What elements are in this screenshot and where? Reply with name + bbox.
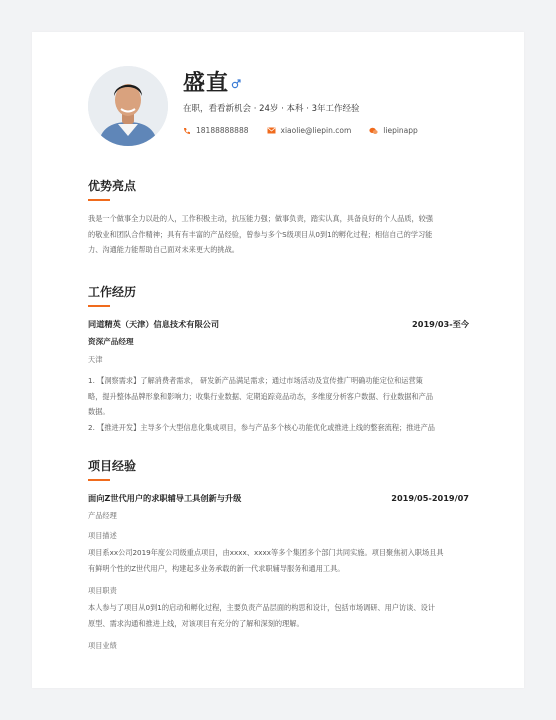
section-title-project: 项目经验 [88, 459, 137, 473]
chat-id: liepinapp [383, 126, 418, 135]
work-description [88, 373, 469, 435]
contact-chat [369, 126, 418, 135]
section-project-experience [88, 458, 469, 653]
project-duty-line: 原型、需求沟通和推进上线，对该项目有充分的了解和深刻的理解。 [88, 618, 304, 628]
email-address: xiaolie@liepin.com [280, 126, 352, 135]
project-name: 面向Z世代用户的求职辅导工具创新与升级 [88, 493, 242, 503]
work-period: 2019/03-至今 [412, 319, 469, 329]
work-line: 2. 【推进开发】主导多个大型信息化集成项目，参与产品多个核心功能优化或推进上线的整套流程；推进产品 [88, 422, 435, 432]
project-name-row [88, 491, 469, 505]
contact-list [183, 126, 436, 135]
project-duty-line: 本人参与了项目从0到1的启动和孵化过程，主要负责产品层面的构思和设计，包括市场调研、用户访谈、设计 [88, 603, 435, 612]
work-line: 1. 【洞察需求】了解消费者需求， 研发新产品满足需求；通过市场活动及宣传推广明确功能定位和运营策 [88, 376, 423, 385]
avatar [88, 66, 168, 146]
project-role: 产品经理 [88, 511, 117, 520]
section-underline [88, 199, 110, 201]
resume-page [32, 32, 524, 688]
section-advantages [88, 178, 469, 258]
project-desc-label: 项目描述 [88, 531, 117, 540]
avatar-portrait-icon [88, 66, 168, 146]
advantages-line: 的敬业和团队合作精神；具有有丰富的产品经验，曾参与多个S级项目从0到1的孵化过程；相信自己的学习能 [88, 229, 433, 239]
mail-icon [267, 127, 276, 134]
work-company-row [88, 317, 469, 331]
work-line: 数据。 [88, 407, 110, 416]
contact-phone [183, 126, 249, 135]
candidate-name: 盛直 [183, 71, 230, 96]
advantages-line: 力、沟通能力能帮助自己面对未来更大的挑战。 [88, 245, 239, 254]
male-gender-icon [231, 79, 241, 89]
work-company: 同道精英（天津）信息技术有限公司 [88, 319, 220, 329]
resume-header [88, 66, 488, 146]
section-underline [88, 305, 110, 307]
project-desc-line: 项目系xx公司2019年度公司级重点项目，由xxxx、xxxx等多个集团多个部门共同实施。项目聚焦初入职场且具 [88, 548, 444, 557]
project-description [88, 545, 469, 576]
project-period: 2019/05-2019/07 [391, 493, 469, 503]
phone-number: 18188888888 [196, 126, 249, 135]
section-underline [88, 479, 110, 481]
advantages-text [88, 211, 469, 258]
work-role: 资深产品经理 [88, 337, 134, 346]
section-work-experience [88, 284, 469, 435]
contact-email [267, 126, 352, 135]
work-line: 略，提升整体品牌形象和影响力；收集行业数据、定期追踪竞品动态，多维度分析客户数据、行业数据和产品 [88, 391, 434, 401]
section-title-advantages: 优势亮点 [88, 179, 137, 193]
candidate-status-line: 在职，看看新机会 · 24岁 · 本科 · 3年工作经验 [183, 104, 360, 114]
project-result-label: 项目业绩 [88, 641, 117, 650]
project-desc-line: 有鲜明个性的Z世代用户，构建起多业务承载的新一代求职辅导服务和通用工具。 [88, 563, 345, 573]
project-duty-label: 项目职责 [88, 586, 117, 595]
section-title-work: 工作经历 [88, 285, 137, 299]
work-city: 天津 [88, 355, 103, 364]
chat-icon [369, 127, 378, 135]
advantages-line: 我是一个做事全力以赴的人，工作积极主动，抗压能力强；做事负责，踏实认真，具备良好的个人品质，较强 [88, 214, 434, 223]
project-duties [88, 600, 469, 631]
phone-icon [183, 127, 191, 135]
